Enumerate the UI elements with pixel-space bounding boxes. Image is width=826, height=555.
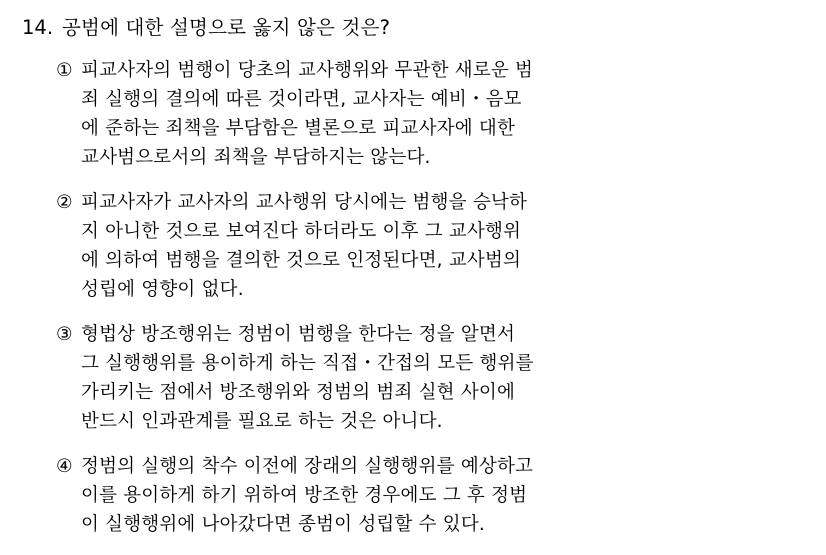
choice-line: 피교사자의 범행이 당초의 교사행위와 무관한 새로운 범	[81, 60, 534, 81]
question-stem	[22, 14, 806, 42]
choice-list	[56, 56, 808, 555]
question-text: 공범에 대한 설명으로 옳지 않은 것은?	[62, 16, 391, 39]
choice-marker-3: ③	[56, 324, 73, 345]
question-number: 14.	[22, 16, 54, 39]
choice-line: 성립에 영향이 없다.	[81, 279, 244, 300]
choice-line: 형법상 방조행위는 정범이 범행을 한다는 정을 알면서	[81, 324, 516, 345]
choice-line: 교사범으로서의 죄책을 부담하지는 않는다.	[81, 147, 431, 168]
choice-line: 정범의 실행의 착수 이전에 장래의 실행행위를 예상하고	[81, 456, 534, 477]
choice-marker-2: ②	[56, 192, 73, 213]
choice-marker-1: ①	[56, 60, 73, 81]
choice-line: 에 준하는 죄책을 부담함은 별론으로 피교사자에 대한	[81, 118, 516, 139]
choice-text-2	[81, 188, 808, 304]
choice-line: 피교사자가 교사자의 교사행위 당시에는 범행을 승낙하	[81, 192, 528, 213]
choice-text-1	[81, 56, 808, 172]
choice-line: 이를 용이하게 하기 위하여 방조한 경우에도 그 후 정범	[81, 485, 528, 506]
choice-option-2[interactable]	[56, 188, 808, 304]
choice-line: 에 의하여 범행을 결의한 것으로 인정된다면, 교사범의	[81, 250, 522, 271]
choice-line: 지 아니한 것으로 보여진다 하더라도 이후 그 교사행위	[81, 221, 522, 242]
choice-option-3[interactable]	[56, 320, 808, 436]
question-stem-line	[22, 14, 806, 42]
choice-option-1[interactable]	[56, 56, 808, 172]
choice-line: 그 실행행위를 용이하게 하는 직접・간접의 모든 행위를	[81, 353, 534, 374]
choice-line: 가리키는 점에서 방조행위와 정범의 범죄 실현 사이에	[81, 382, 516, 403]
choice-text-4	[81, 452, 808, 539]
choice-option-4[interactable]	[56, 452, 808, 539]
choice-text-3	[81, 320, 808, 436]
choice-line: 이 실행행위에 나아갔다면 종범이 성립할 수 있다.	[81, 514, 485, 535]
choice-line: 반드시 인과관계를 필요로 하는 것은 아니다.	[81, 411, 443, 432]
choice-marker-4: ④	[56, 456, 73, 477]
choice-line: 죄 실행의 결의에 따른 것이라면, 교사자는 예비・음모	[81, 89, 522, 110]
